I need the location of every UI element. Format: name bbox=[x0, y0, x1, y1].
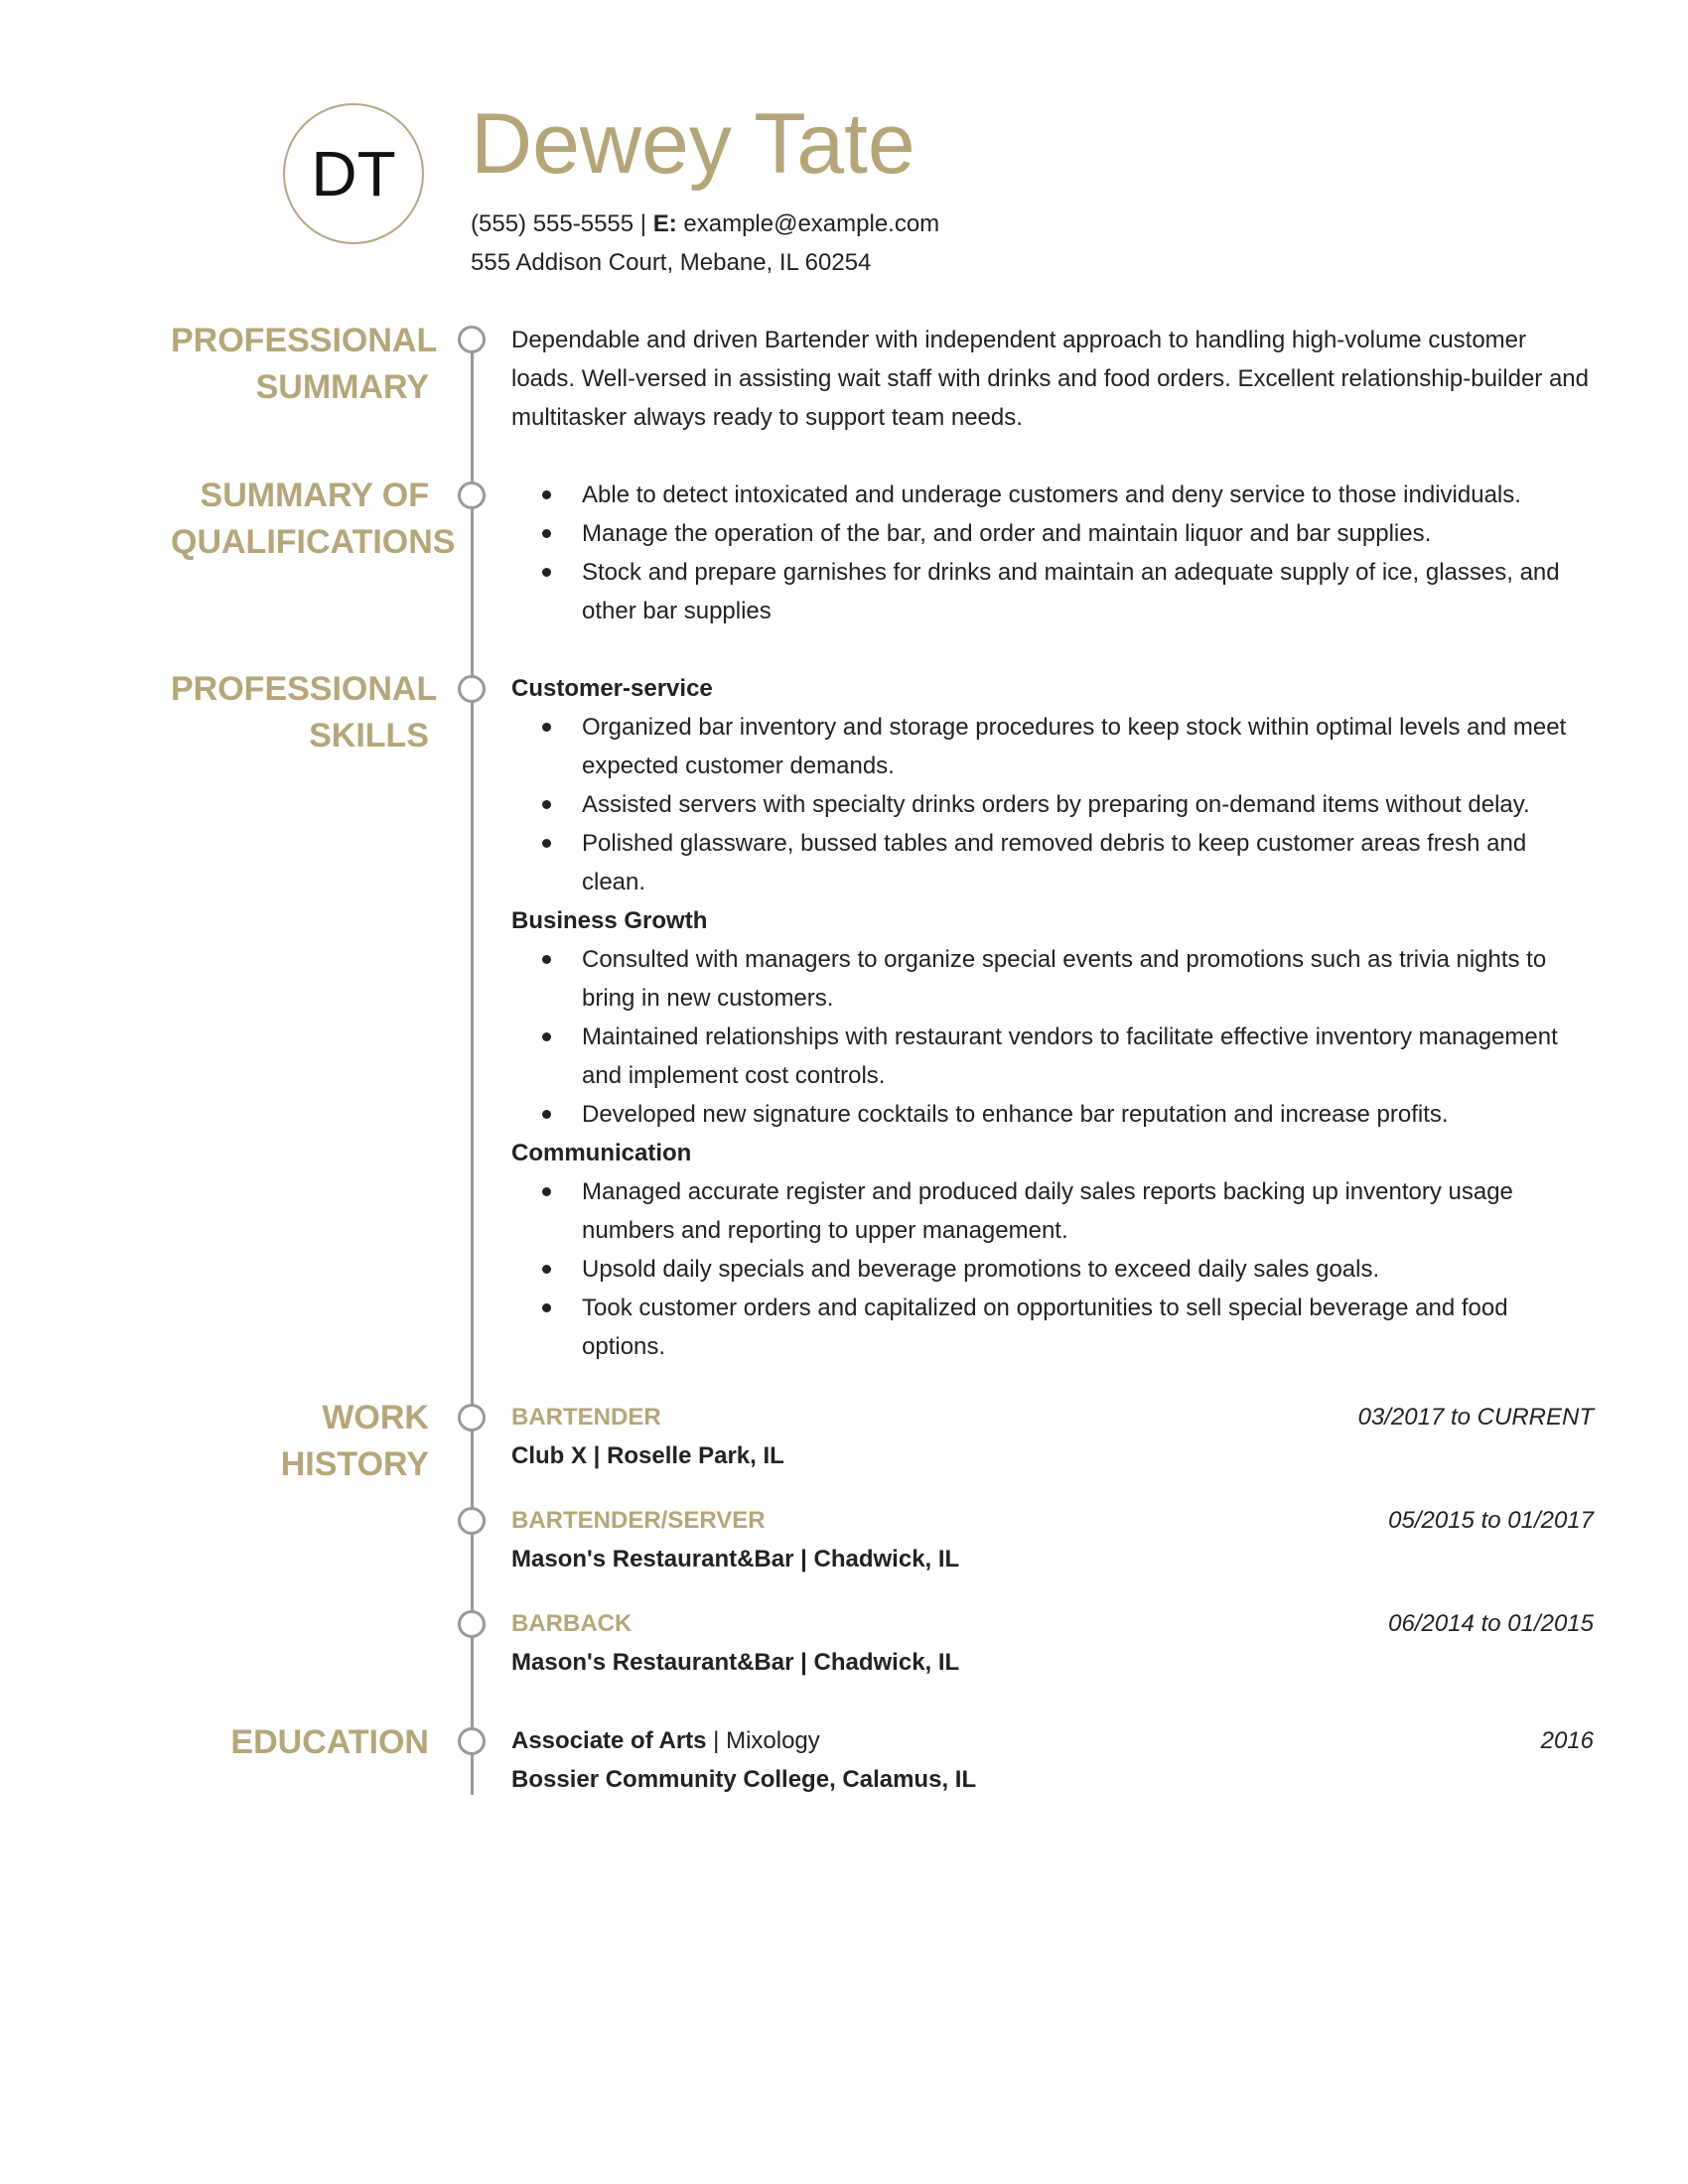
list-item: Polished glassware, bussed tables and removed debris to keep customer areas fresh and clean. bbox=[511, 824, 1594, 901]
job-location: Chadwick, IL bbox=[813, 1546, 960, 1572]
job-separator: | bbox=[593, 1442, 601, 1469]
job-company: Mason's Restaurant&Bar bbox=[511, 1649, 794, 1676]
qualifications-list bbox=[511, 476, 1594, 630]
section-title-skills: PROFESSIONAL SKILLS bbox=[171, 670, 438, 754]
education-year: 2016 bbox=[1540, 1727, 1594, 1754]
list-item: Consulted with managers to organize special events and promotions such as trivia nights to bring in new customers. bbox=[511, 940, 1594, 1018]
section-title-work-history: WORK HISTORY bbox=[280, 1399, 429, 1483]
job-place bbox=[511, 1643, 1594, 1682]
job-date: 03/2017 to CURRENT bbox=[1357, 1404, 1594, 1431]
list-item: Took customer orders and capitalized on opportunities to sell special beverage and food options. bbox=[511, 1289, 1594, 1366]
education-school: Bossier Community College, Calamus, IL bbox=[511, 1766, 977, 1793]
section-title-education: EDUCATION bbox=[230, 1723, 429, 1761]
skills-block bbox=[511, 669, 1594, 1366]
list-item: Upsold daily specials and beverage promotions to exceed daily sales goals. bbox=[511, 1250, 1594, 1289]
job-location: Roselle Park, IL bbox=[607, 1442, 784, 1469]
timeline-dot-job-3 bbox=[458, 1610, 486, 1638]
timeline-dot-job-2 bbox=[458, 1507, 486, 1535]
qualifications-block bbox=[511, 476, 1594, 630]
address: 555 Addison Court, Mebane, IL 60254 bbox=[471, 249, 872, 276]
skill-group-list bbox=[511, 1172, 1594, 1366]
skill-group-heading: Communication bbox=[511, 1140, 692, 1166]
job-separator: | bbox=[800, 1649, 807, 1676]
job-entry bbox=[511, 1398, 1594, 1475]
monogram-initials: DT bbox=[311, 138, 396, 209]
monogram-badge bbox=[283, 103, 424, 244]
list-item: Able to detect intoxicated and underage customers and deny service to those individuals. bbox=[511, 476, 1594, 514]
job-company: Mason's Restaurant&Bar bbox=[511, 1546, 794, 1572]
list-item: Developed new signature cocktails to enhance bar reputation and increase profits. bbox=[511, 1095, 1594, 1134]
education-separator: | bbox=[713, 1727, 720, 1754]
skill-group-heading: Business Growth bbox=[511, 907, 708, 934]
contact-info bbox=[471, 205, 939, 282]
timeline-dot-qualifications bbox=[458, 481, 486, 509]
candidate-name: Dewey Tate bbox=[471, 96, 915, 192]
list-item: Assisted servers with specialty drinks orders by preparing on-demand items without delay. bbox=[511, 785, 1594, 824]
section-title-professional-summary: PROFESSIONAL SUMMARY bbox=[171, 322, 438, 406]
job-separator: | bbox=[800, 1546, 807, 1572]
timeline-line bbox=[471, 334, 474, 1795]
education-degree-line bbox=[511, 1721, 1594, 1760]
timeline-dot-summary bbox=[458, 326, 486, 353]
list-item: Maintained relationships with restaurant vendors to facilitate effective inventory management and implement cost controls. bbox=[511, 1018, 1594, 1095]
job-location: Chadwick, IL bbox=[813, 1649, 960, 1676]
education-degree: Associate of Arts bbox=[511, 1727, 707, 1754]
email-label: E: bbox=[652, 210, 677, 237]
job-date: 05/2015 to 01/2017 bbox=[1388, 1507, 1594, 1534]
job-date: 06/2014 to 01/2015 bbox=[1388, 1610, 1594, 1637]
skill-group-list bbox=[511, 940, 1594, 1134]
skill-group-list bbox=[511, 708, 1594, 901]
contact-separator: | bbox=[639, 210, 647, 237]
education-field: Mixology bbox=[726, 1727, 820, 1754]
list-item: Organized bar inventory and storage procedures to keep stock within optimal levels and meet expected customer demands. bbox=[511, 708, 1594, 785]
list-item: Managed accurate register and produced daily sales reports backing up inventory usage numbers and reporting to upper management. bbox=[511, 1172, 1594, 1250]
job-place bbox=[511, 1540, 1594, 1578]
job-entry bbox=[511, 1501, 1594, 1578]
list-item: Manage the operation of the bar, and order and maintain liquor and bar supplies. bbox=[511, 514, 1594, 553]
skill-group-heading: Customer-service bbox=[511, 675, 713, 702]
timeline-dot-education bbox=[458, 1727, 486, 1755]
job-title: BARTENDER/SERVER bbox=[511, 1507, 766, 1534]
email: example@example.com bbox=[683, 210, 940, 237]
timeline-dot-job-1 bbox=[458, 1404, 486, 1432]
timeline-dot-skills bbox=[458, 675, 486, 703]
job-entry bbox=[511, 1604, 1594, 1682]
education-entry bbox=[511, 1721, 1594, 1799]
summary-text: Dependable and driven Bartender with independent approach to handling high-volume customer loads. Well-versed in assisting wait staff with drinks and food orders. Excellent relationship-builder and multitasker always ready to support team needs. bbox=[511, 327, 1589, 431]
job-place bbox=[511, 1436, 1594, 1475]
job-title: BARBACK bbox=[511, 1610, 633, 1637]
list-item: Stock and prepare garnishes for drinks and maintain an adequate supply of ice, glasses, and other bar supplies bbox=[511, 553, 1594, 630]
job-title: BARTENDER bbox=[511, 1404, 661, 1431]
phone: (555) 555-5555 bbox=[471, 210, 634, 237]
contact-line-1 bbox=[471, 205, 939, 243]
summary-text-block bbox=[511, 321, 1594, 437]
section-title-qualifications: SUMMARY OF QUALIFICATIONS bbox=[171, 477, 456, 561]
job-company: Club X bbox=[511, 1442, 587, 1469]
